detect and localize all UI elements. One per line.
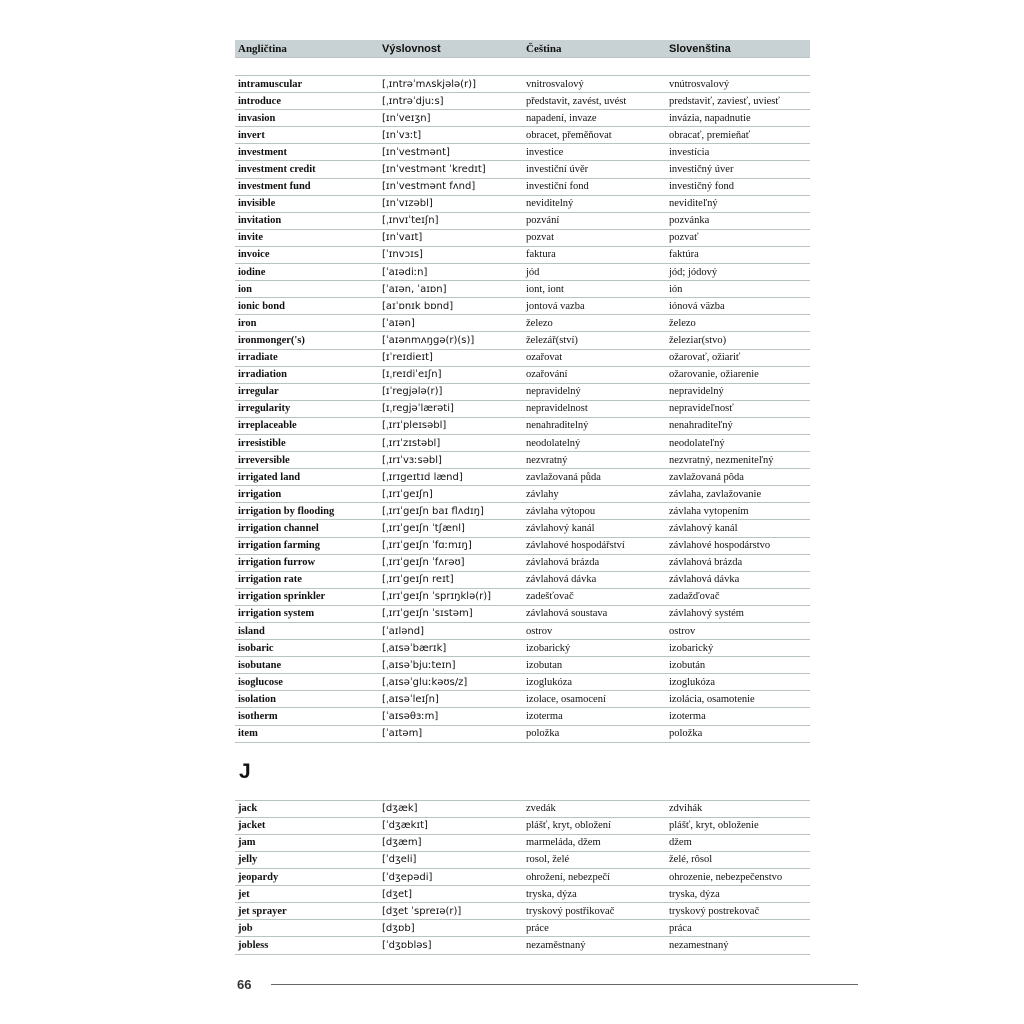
table-row — [235, 726, 810, 743]
entry-english: investment fund — [238, 181, 311, 193]
entry-pronunciation: [ˌɪrɪˈgeɪʃn ˈfɑːmɪŋ] — [382, 540, 472, 552]
entry-english: invite — [238, 232, 264, 244]
entry-pronunciation: [ɪnˈvestmənt ˈkredɪt] — [382, 164, 486, 176]
page-number: 66 — [237, 976, 252, 992]
entry-slovak: izolácia, osamotenie — [669, 693, 755, 705]
table-row — [235, 76, 810, 93]
entry-czech: závlahová soustava — [526, 608, 608, 620]
entry-slovak: džem — [669, 837, 692, 849]
table-row — [235, 691, 810, 708]
entry-slovak: izoterma — [669, 711, 706, 723]
table-row — [235, 418, 810, 435]
entry-slovak: ostrov — [669, 625, 696, 637]
entry-pronunciation: [ˌɪrɪˈgeɪʃn ˈsprɪŋklə(r)] — [382, 591, 492, 603]
entry-czech: plášť, kryt, obložení — [526, 820, 611, 832]
entry-pronunciation: [ˌɪnvɪˈteɪʃn] — [382, 215, 439, 227]
entry-czech: položka — [526, 728, 560, 740]
entry-czech: investiční fond — [526, 181, 589, 193]
entry-english: invitation — [238, 215, 282, 227]
table-row — [235, 486, 810, 503]
entry-slovak: závlahový systém — [669, 608, 744, 620]
entry-english: irrigation sprinkler — [238, 591, 326, 603]
table-row — [235, 708, 810, 725]
table-row — [235, 818, 810, 835]
entry-english: isobutane — [238, 659, 282, 671]
entry-slovak: ožarovanie, ožiarenie — [669, 369, 759, 381]
entry-english: intramuscular — [238, 78, 303, 90]
table-spacer — [235, 58, 810, 76]
entry-czech: marmeláda, džem — [526, 837, 601, 849]
table-header — [235, 40, 810, 57]
entry-pronunciation: [dʒet ˈspreɪə(r)] — [382, 905, 462, 917]
table-row — [235, 332, 810, 349]
entry-pronunciation: [ˌɪrɪˈgeɪʃn ˈfʌrəʊ] — [382, 557, 465, 569]
entry-slovak: závlaha vytopením — [669, 505, 749, 517]
entry-czech: nepravidelnost — [526, 403, 588, 415]
table-row — [235, 110, 810, 127]
entry-english: isobaric — [238, 642, 274, 654]
table-row — [235, 640, 810, 657]
table-row — [235, 435, 810, 452]
entry-english: jack — [238, 803, 258, 815]
entry-slovak: obracať, premieňať — [669, 129, 751, 141]
entry-czech: izolace, osamocení — [526, 693, 606, 705]
entry-english: item — [238, 728, 258, 740]
entry-slovak: izoglukóza — [669, 676, 716, 688]
table-row — [235, 315, 810, 332]
entry-czech: závlahová brázda — [526, 557, 600, 569]
entry-english: island — [238, 625, 265, 637]
entry-english: irrigation — [238, 488, 282, 500]
entry-pronunciation: [ˌɪrɪˈgeɪʃn] — [382, 488, 433, 500]
entry-slovak: práca — [669, 922, 692, 934]
entry-pronunciation: [ɪˌreɪdiˈeɪʃn] — [382, 369, 442, 381]
header-pronunciation: Výslovnost — [382, 42, 441, 55]
entry-slovak: zadažďovač — [669, 591, 720, 603]
entry-english: irrigation by flooding — [238, 505, 335, 517]
entry-slovak: závlaha, zavlažovanie — [669, 488, 762, 500]
entry-czech: iont, iont — [526, 283, 564, 295]
entry-slovak: položka — [669, 728, 703, 740]
entry-slovak: železo — [669, 317, 696, 329]
entry-english: irrigation farming — [238, 540, 320, 552]
entry-pronunciation: [ɪnˈvɪzəbl] — [382, 198, 433, 210]
table-row — [235, 298, 810, 315]
entry-slovak: nezvratný, nezmeniteľný — [669, 454, 774, 466]
entry-czech: železo — [526, 317, 553, 329]
entry-slovak: tryska, dýza — [669, 888, 720, 900]
entry-english: investment credit — [238, 164, 316, 176]
entry-pronunciation: [ɪˈreɪdieɪt] — [382, 352, 433, 364]
entry-pronunciation: [ˌɪrɪˈzɪstəbl] — [382, 437, 441, 449]
footer-rule — [271, 984, 858, 985]
entry-pronunciation: [ˈaɪən] — [382, 317, 415, 329]
entry-english: invert — [238, 129, 265, 141]
table-row — [235, 144, 810, 161]
entry-czech: tryskový postřikovač — [526, 905, 615, 917]
entry-czech: neodolatelný — [526, 437, 581, 449]
entry-english: jeopardy — [238, 871, 279, 883]
page-footer — [237, 974, 858, 994]
table-row — [235, 196, 810, 213]
entry-slovak: želé, rôsol — [669, 854, 713, 866]
entry-slovak: investičný úver — [669, 164, 734, 176]
entry-english: invoice — [238, 249, 270, 261]
entry-slovak: nepravidelný — [669, 386, 724, 398]
entry-slovak: neviditeľný — [669, 198, 718, 210]
entry-czech: závlahová dávka — [526, 574, 597, 586]
entry-czech: obracet, přeměňovat — [526, 129, 612, 141]
entry-english: ionic bond — [238, 300, 285, 312]
entry-czech: pozvat — [526, 232, 554, 244]
table-section-j — [235, 801, 810, 955]
entry-pronunciation: [ˌɪrɪˈgeɪʃn ˈsɪstəm] — [382, 608, 473, 620]
entry-slovak: investičný fond — [669, 181, 735, 193]
entry-english: jobless — [238, 939, 269, 951]
entry-english: ion — [238, 283, 253, 295]
entry-pronunciation: [ˌaɪsəˈbjuːteɪn] — [382, 659, 456, 671]
table-row — [235, 213, 810, 230]
entry-czech: neviditelný — [526, 198, 574, 210]
entry-pronunciation: [ˌɪrɪˈpleɪsəbl] — [382, 420, 447, 432]
table-row — [235, 401, 810, 418]
entry-pronunciation: [dʒet] — [382, 888, 412, 900]
entry-english: jacket — [238, 820, 266, 832]
entry-english: irreplaceable — [238, 420, 297, 432]
entry-english: jet sprayer — [238, 905, 287, 917]
entry-english: jet — [238, 888, 250, 900]
entry-slovak: zdvihák — [669, 803, 703, 815]
entry-slovak: pozvánka — [669, 215, 710, 227]
entry-czech: ozařování — [526, 369, 568, 381]
entry-pronunciation: [ɪnˈvaɪt] — [382, 232, 423, 244]
table-row — [235, 801, 810, 818]
entry-czech: izoglukóza — [526, 676, 573, 688]
table-row — [235, 886, 810, 903]
header-english: Angličtina — [238, 42, 287, 55]
entry-czech: práce — [526, 922, 549, 934]
table-row — [235, 503, 810, 520]
entry-english: irradiation — [238, 369, 287, 381]
entry-czech: izoterma — [526, 711, 563, 723]
entry-pronunciation: [ˌɪrɪˈgeɪʃn reɪt] — [382, 574, 454, 586]
entry-czech: vnitrosvalový — [526, 78, 584, 90]
entry-slovak: neodolateľný — [669, 437, 725, 449]
header-slovak: Slovenština — [669, 42, 731, 55]
entry-english: iron — [238, 317, 257, 329]
entry-pronunciation: [ɪnˈvestmənt fʌnd] — [382, 181, 476, 193]
entry-slovak: tryskový postrekovač — [669, 905, 760, 917]
entry-slovak: ohrozenie, nebezpečenstvo — [669, 871, 783, 883]
entry-slovak: invázia, napadnutie — [669, 112, 751, 124]
entry-slovak: iónová väzba — [669, 300, 725, 312]
entry-czech: investice — [526, 146, 564, 158]
entry-pronunciation: [ˌaɪsəˈleɪʃn] — [382, 693, 439, 705]
entry-slovak: závlahová dávka — [669, 574, 740, 586]
entry-pronunciation: [ˈaɪənmʌŋgə(r)(s)] — [382, 334, 475, 346]
entry-pronunciation: [ˈaɪən, ˈaɪɒn] — [382, 283, 447, 295]
entry-czech: zavlažovaná půda — [526, 471, 601, 483]
entry-czech: nezaměstnaný — [526, 939, 586, 951]
entry-pronunciation: [dʒæk] — [382, 803, 418, 815]
table-row — [235, 161, 810, 178]
table-row — [235, 469, 810, 486]
table-row — [235, 589, 810, 606]
entry-pronunciation: [ˈaɪədiːn] — [382, 266, 428, 278]
entry-slovak: predstaviť, zaviesť, uviesť — [669, 95, 780, 107]
entry-pronunciation: [ˈdʒɒbləs] — [382, 939, 432, 951]
entry-pronunciation: [ˌɪntrəˈdjuːs] — [382, 95, 444, 107]
entry-pronunciation: [ˈaɪsəθɜːm] — [382, 711, 439, 723]
entry-pronunciation: [ˈaɪlənd] — [382, 625, 425, 637]
entry-english: iodine — [238, 266, 266, 278]
table-row — [235, 572, 810, 589]
entry-slovak: závlahové hospodárstvo — [669, 540, 771, 552]
header-czech: Čeština — [526, 42, 562, 55]
table-row — [235, 657, 810, 674]
dictionary-page — [235, 40, 810, 955]
entry-czech: izobutan — [526, 659, 563, 671]
table-row — [235, 520, 810, 537]
entry-pronunciation: [ˈdʒepədi] — [382, 871, 433, 883]
entry-english: jelly — [238, 854, 258, 866]
entry-czech: faktura — [526, 249, 556, 261]
table-row — [235, 903, 810, 920]
entry-slovak: zavlažovaná pôda — [669, 471, 744, 483]
entry-pronunciation: [ˌaɪsəˈgluːkəʊs/z] — [382, 676, 468, 688]
table-row — [235, 350, 810, 367]
table-row — [235, 384, 810, 401]
entry-english: isolation — [238, 693, 276, 705]
entry-english: irrigation furrow — [238, 557, 316, 569]
entry-czech: ohrožení, nebezpečí — [526, 871, 610, 883]
entry-slovak: železiar(stvo) — [669, 334, 727, 346]
table-section-i — [235, 57, 810, 743]
entry-czech: tryska, dýza — [526, 888, 577, 900]
entry-english: irrigation system — [238, 608, 315, 620]
entry-slovak: pozvať — [669, 232, 699, 244]
entry-slovak: nepravideľnosť — [669, 403, 734, 415]
entry-pronunciation: [ɪnˈvɜːt] — [382, 129, 422, 141]
entry-pronunciation: [ˈdʒeli] — [382, 854, 417, 866]
entry-pronunciation: [ˌɪrɪgeɪtɪd lænd] — [382, 471, 463, 483]
table-row — [235, 230, 810, 247]
entry-english: irrigation channel — [238, 522, 319, 534]
table-row — [235, 623, 810, 640]
entry-english: introduce — [238, 95, 281, 107]
table-row — [235, 264, 810, 281]
section-letter-heading: J — [235, 743, 810, 801]
table-row — [235, 852, 810, 869]
entry-czech: zvedák — [526, 803, 556, 815]
table-row — [235, 835, 810, 852]
entry-pronunciation: [ˈaɪtəm] — [382, 728, 423, 740]
table-row — [235, 367, 810, 384]
entry-pronunciation: [ˌɪntrəˈmʌskjələ(r)] — [382, 78, 476, 90]
entry-pronunciation: [dʒæm] — [382, 837, 422, 849]
table-row — [235, 452, 810, 469]
entry-english: irrigated land — [238, 471, 301, 483]
entry-czech: jód — [526, 266, 540, 278]
entry-english: irresistible — [238, 437, 286, 449]
table-row — [235, 606, 810, 623]
entry-czech: izobarický — [526, 642, 571, 654]
entry-english: invisible — [238, 198, 276, 210]
entry-czech: pozvání — [526, 215, 560, 227]
entry-english: invasion — [238, 112, 276, 124]
entry-pronunciation: [ɪˌregjəˈlærəti] — [382, 403, 454, 415]
entry-czech: jontová vazba — [526, 300, 585, 312]
entry-pronunciation: [ˈɪnvɔɪs] — [382, 249, 423, 261]
table-row — [235, 538, 810, 555]
entry-english: irradiate — [238, 352, 278, 364]
table-row — [235, 127, 810, 144]
entry-pronunciation: [ɪnˈvestmənt] — [382, 146, 450, 158]
entry-slovak: vnútrosvalový — [669, 78, 730, 90]
entry-slovak: ión — [669, 283, 683, 295]
entry-czech: závlahové hospodářství — [526, 540, 625, 552]
entry-english: isoglucose — [238, 676, 283, 688]
table-row — [235, 937, 810, 954]
entry-slovak: závlahový kanál — [669, 522, 738, 534]
rows-i — [235, 76, 810, 743]
entry-english: isotherm — [238, 711, 278, 723]
entry-czech: železář(ství) — [526, 334, 578, 346]
entry-english: jam — [238, 837, 256, 849]
table-row — [235, 869, 810, 886]
entry-czech: nepravidelný — [526, 386, 581, 398]
entry-pronunciation: [ˌɪrɪˈvɜːsəbl] — [382, 454, 442, 466]
entry-slovak: investícia — [669, 146, 710, 158]
entry-czech: napadení, invaze — [526, 112, 597, 124]
entry-pronunciation: [ˌaɪsəˈbærɪk] — [382, 642, 447, 654]
table-row — [235, 555, 810, 572]
entry-slovak: závlahová brázda — [669, 557, 743, 569]
table-row — [235, 247, 810, 264]
entry-english: irregularity — [238, 403, 291, 415]
table-row — [235, 674, 810, 691]
entry-english: irrigation rate — [238, 574, 302, 586]
entry-pronunciation: [ˌɪrɪˈgeɪʃn baɪ flʌdɪŋ] — [382, 505, 484, 517]
entry-slovak: faktúra — [669, 249, 699, 261]
table-row — [235, 93, 810, 110]
entry-czech: rosol, želé — [526, 854, 570, 866]
entry-english: irreversible — [238, 454, 290, 466]
entry-czech: představit, zavést, uvést — [526, 95, 627, 107]
entry-czech: zadešťovač — [526, 591, 574, 603]
entry-czech: nenahraditelný — [526, 420, 589, 432]
rows-j — [235, 801, 810, 955]
entry-english: ironmonger('s) — [238, 334, 305, 346]
entry-slovak: nezamestnaný — [669, 939, 729, 951]
entry-slovak: izobután — [669, 659, 706, 671]
entry-pronunciation: [dʒɒb] — [382, 922, 415, 934]
entry-english: irregular — [238, 386, 279, 398]
entry-czech: ostrov — [526, 625, 553, 637]
entry-slovak: nenahraditeľný — [669, 420, 733, 432]
entry-slovak: izobarický — [669, 642, 714, 654]
entry-czech: závlaha výtopou — [526, 505, 596, 517]
table-row — [235, 179, 810, 196]
entry-slovak: plášť, kryt, obloženie — [669, 820, 759, 832]
entry-pronunciation: [ɪˈregjələ(r)] — [382, 386, 443, 398]
entry-slovak: ožarovať, ožiariť — [669, 352, 741, 364]
entry-czech: závlahový kanál — [526, 522, 595, 534]
entry-slovak: jód; jódový — [669, 266, 718, 278]
entry-pronunciation: [ˈdʒækɪt] — [382, 820, 428, 832]
entry-pronunciation: [aɪˈɒnɪk bɒnd] — [382, 300, 454, 312]
entry-english: investment — [238, 146, 287, 158]
table-row — [235, 281, 810, 298]
entry-czech: nezvratný — [526, 454, 568, 466]
entry-czech: závlahy — [526, 488, 559, 500]
entry-pronunciation: [ˌɪrɪˈgeɪʃn ˈtʃænl] — [382, 522, 465, 534]
entry-english: job — [238, 922, 253, 934]
entry-pronunciation: [ɪnˈveɪʒn] — [382, 112, 431, 124]
entry-czech: ozařovat — [526, 352, 563, 364]
entry-czech: investiční úvěr — [526, 164, 589, 176]
table-row — [235, 920, 810, 937]
